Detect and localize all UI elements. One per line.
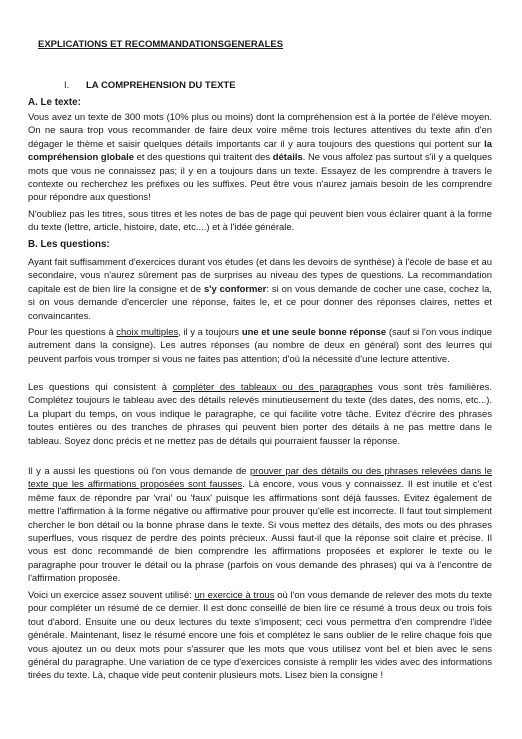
underlined-phrase-gap-exercise: un exercice à trous xyxy=(194,590,275,601)
underlined-phrase-multiple-choice: choix multiples xyxy=(116,327,179,338)
text-run: Voici un exercice assez souvent utilisé: xyxy=(28,590,195,601)
subsection-b-letter: B. xyxy=(28,239,38,250)
text-run: Pour les questions à xyxy=(28,327,117,338)
text-run: où l'on vous demande de relever des mots du texte pour compléter un résumé de ce dernier. Il est donc conseillé de bien lire ce résumé à trous deux ou trois fois tout d'abord. Ensuite une ou deux lectures du texte s'imposent; ceci vous permettra d'en comprendre l'idée générale. Maintenant, lisez le résumé encore une fois et complétez le sans oublier de le relire chaque fois que vous ajoutez un ou deux mots pour s'assurer que les mots que vous utilisez vont bel et bien avec le sens général du paragraphe. Une variation de ce type d'exercices consiste à remplir les vides avec des informations tirées du texte. Là, chaque vide peut contenir plusieurs mots. Lisez bien la consigne ! xyxy=(28,590,492,682)
paragraph-tables xyxy=(28,381,492,448)
paragraph-titles-notes: N'oubliez pas les titres, sous titres et les notes de bas de page qui peuvent bien vous éclairer quant à la forme du texte (lettre, article, histoire, date, etc....) et à l'idée générale. xyxy=(28,209,492,234)
text-run: (sauf si l'on vous indique autrement dans la consigne). Les autres réponses (au nombre de deux en général) sont des leurres qui peuvent parfois vous tromper si vous ne faites pas attention; d'où la nécessité d'une lecture attentive. xyxy=(28,327,492,365)
text-run: : si on vous demande de cocher une case, cochez la, si on vous demande d'encercler une réponse, faites le, et ce pour donner des réponses claires, nettes et convaincantes. xyxy=(28,283,492,322)
text-run: . Là encore, vous vous y connaissez. Il est inutile et c'est même faux de répondre par 'vrai' ou 'faux' puisque les affirmations sont déjà fausses. Evitez également de mettre l'affirmation à la forme négative ou affirmative pour prouver qu'elle est incorrecte. Il faut tout simplement chercher le bon détail ou la bonne phrase dans le texte. Si vous mettez des détails, des mots ou des phrases superflues, vous risquez de perdre des points précieux. Aussi faut-il que la réponse soit claire et précise. Il vous est donc recommandé de bien comprendre les affirmations proposées et explorer le texte ou le paragraphe pour trouver le détail ou la phrase (parfois on vous demande des phrases) qui va à l'encontre de l'affirmation proposée. xyxy=(28,479,492,585)
section-title: LA COMPREHENSION DU TEXTE xyxy=(86,80,236,91)
subsection-b-heading xyxy=(28,238,110,251)
text-run: vous sont très familières. Complétez toujours le tableau avec des détails relevés minutieusement du texte (des dates, des noms, etc...). La plupart du temps, on vous indique le paragraphe, ce qui facilite votre tâche. Evitez d'écrire des phrases toutes entières ou des tranches de phrases qui peuvent bien porter des détails à ne pas mettre dans le tableau. Soyez donc précis et ne mettez pas de détails qui pourraient fausser la réponse. xyxy=(28,382,493,447)
text-run: . Ne vous affolez pas surtout s'il y a quelques mots que vous ne connaissez pas; il y en a toujours dans un texte. Essayez de les comprendre à travers le contexte ou recherchez les préfixes ou les suffixes. Peut être vous n'aurez jamais besoin de les comprendre pour répondre aux questions! xyxy=(28,152,492,204)
bold-phrase-one-right-answer: une et une seule bonne réponse xyxy=(241,327,387,338)
bold-phrase-global-comprehension: la compréhension globale xyxy=(28,138,492,164)
bold-word-details: détails xyxy=(272,152,303,164)
text-run: Ayant fait suffisamment d'exercices durant vos études (et dans les devoirs de synthèse) à l'école de base et au secondaire, vous n'aurez sûrement pas de surprises au niveau des types de questions. La recommandation capitale est de bien lire la consigne et de xyxy=(28,257,492,295)
underlined-phrase-prove-false: prouver par des détails ou des phrases relevées dans le texte que les affirmations proposées sont fausses xyxy=(28,466,492,491)
subsection-a-letter: A. xyxy=(28,97,38,108)
paragraph-text-reading xyxy=(28,111,492,205)
paragraph-multiple-choice xyxy=(28,326,492,366)
section-heading xyxy=(64,79,236,92)
subsection-a-heading xyxy=(28,96,81,109)
subsection-b-title: Les questions: xyxy=(40,239,110,250)
text-run: Il y a aussi les questions où l'on vous demande de xyxy=(28,466,250,477)
underlined-phrase-complete-tables: compléter des tableaux ou des paragraphes xyxy=(172,382,373,393)
paragraph-prove-false xyxy=(28,465,492,586)
text-run: Les questions qui consistent à xyxy=(28,382,173,393)
text-run: et des questions qui traitent des xyxy=(133,152,273,164)
bold-phrase-conform: s'y conformer xyxy=(204,283,267,295)
text-run: Vous avez un texte de 300 mots (10% plus ou moins) dont la compréhension est à la portée de l'élève moyen. On ne saura trop vous recommander de faire deux voire même trois lectures attentives du texte afin d'en dégager le thème et saisir quelques détails importants car il y aura toujours des questions qui portent sur xyxy=(28,112,492,150)
paragraph-gap-fill xyxy=(28,589,492,683)
subsection-a-title: Le texte: xyxy=(40,97,81,108)
text-run: , il y a toujours xyxy=(178,327,242,338)
paragraph-questions-intro xyxy=(28,256,492,323)
section-number: I. xyxy=(64,80,70,91)
document-title: EXPLICATIONS ET RECOMMANDATIONSGENERALES xyxy=(38,39,284,50)
